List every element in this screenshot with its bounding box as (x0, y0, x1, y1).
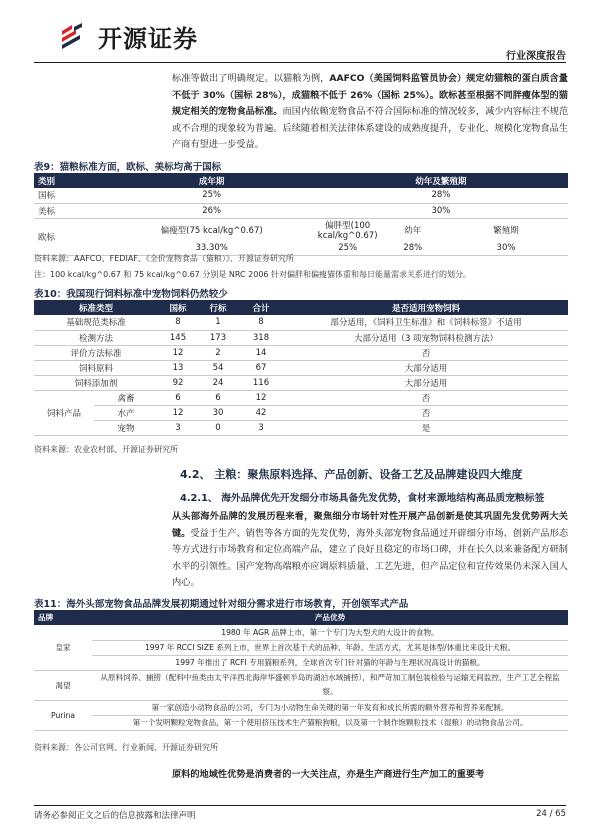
section-heading-4-2: 4.2、 主粮：聚焦原料选择、产品创新、设备工艺及品牌建设四大维度 (180, 468, 523, 481)
table-row (34, 715, 568, 730)
logo-mark-icon (60, 21, 92, 51)
table-row (34, 345, 568, 360)
table10-cell: 是 (284, 420, 568, 435)
closing-paragraph: 原料的地域性优势是消费者的一大关注点，亦是生产商进行生产加工的重要考 (172, 769, 485, 780)
table10-cell: 水产 (94, 405, 158, 420)
table-row (34, 420, 568, 435)
table11-cell: 1997 年 RCCI SIZE 系列上市，世界上首次基于犬的品种、年龄、生活方式，尤其是体型/体重比来设计犬粮。 (92, 640, 568, 655)
table11-cell: 1997 年推出了 RCFI 专用猫粮系列，全球首次专门针对猫的年龄与生理状况高设计的猫粮。 (92, 655, 568, 670)
table9-cell: 33.30% (110, 241, 314, 256)
table9-header-adult: 成年期 (110, 173, 314, 188)
table11-header-advantage: 产品优势 (92, 610, 568, 625)
table10-header-type: 标准类型 (34, 300, 158, 315)
table10-cell: 6 (198, 390, 238, 405)
table10-cell: 14 (238, 345, 284, 360)
table10-cell: 1 (198, 315, 238, 330)
table-row (34, 315, 568, 330)
section-heading-4-2-1: 4.2.1、 海外品牌优先开发细分市场具备先发优势，食材来源地结构高品质宠粮标签 (180, 493, 545, 504)
table10-header-row (34, 300, 568, 315)
table10-cell: 饲料产品 (34, 390, 94, 435)
table10-cell: 145 (158, 330, 198, 345)
section-paragraph-bold: 从头部海外品牌的发展历程来看，聚焦细分市场针对性开展产品创新是使其巩固先发优势两大关键。 (172, 511, 568, 539)
table10-header-applicable: 是否适用宠物饲料 (284, 300, 568, 315)
table10-cell: 116 (238, 375, 284, 390)
table10-header-total: 合计 (238, 300, 284, 315)
table10-cell: 3 (238, 420, 284, 435)
table10-cell: 67 (238, 360, 284, 375)
intro-text-c: 而国内依赖宠物食品不符合国际标准的情况较多，减少内容标注不规范或不合理的现象较为普遍。后续随着相关法律体系建设的成熟度提升，专业化、规模化宠物食品生产商有望进一步受益。 (172, 106, 569, 150)
table-row (34, 405, 568, 420)
footer-divider (34, 805, 566, 806)
table9-cell: 偏瘦型(75 kcal/kg^0.67) (160, 225, 263, 236)
table11-header-brand: 品牌 (34, 610, 92, 625)
table11-cell: 第一个发明颗粒宠物食品，第一个使用挤压技术生产猫粮狗粮，以及第一个制作饱颗粒技术（湿粮）的动物食品公司。 (92, 715, 568, 730)
table10-cell: 8 (158, 315, 198, 330)
table10-cell: 54 (198, 360, 238, 375)
table10-cell: 0 (198, 420, 238, 435)
table10-cell: 24 (198, 375, 238, 390)
table9-cell: 25% (110, 188, 314, 203)
table9-header-row (34, 173, 568, 188)
table10-cell: 基础规范类标准 (34, 315, 158, 330)
table10-cell: 30 (198, 405, 238, 420)
table10-cell: 2 (198, 345, 238, 360)
table11-title: 表11：海外头部宠物食品品牌发展初期通过针对细分需求进行市场教育，开创领军式产品 (34, 599, 409, 610)
table10-cell: 禽畜 (94, 390, 158, 405)
table9-cell: 偏胖型(100 kcal/kg^0.67) (317, 220, 378, 241)
intro-paragraph (172, 71, 568, 154)
table11-brand-cell: Purina (34, 700, 92, 730)
table10-header-hb: 行标 (198, 300, 238, 315)
table9-cell: 28% (382, 241, 445, 256)
table10-cell: 部分适用，《饲料卫生标准》和《饲料标签》不适用 (284, 315, 568, 330)
table-row (34, 700, 568, 715)
report-type-label: 行业深度报告 (506, 51, 566, 62)
table9-cell: 美标 (34, 203, 110, 218)
table9-cell: 30% (444, 241, 568, 256)
footer-disclaimer: 请务必参阅正文之后的信息披露和法律声明 (34, 811, 196, 821)
table10-cell: 173 (198, 330, 238, 345)
table10-cell: 饲料添加剂 (34, 375, 158, 390)
table11 (34, 610, 568, 731)
table-row (34, 203, 568, 218)
table-row (34, 360, 568, 375)
table10-cell: 饲料原料 (34, 360, 158, 375)
table11-brand-cell: 渴望 (34, 670, 92, 700)
table10-cell: 否 (284, 405, 568, 420)
table-row (34, 188, 568, 203)
table10-cell: 宠物 (94, 420, 158, 435)
table9-header-category: 类别 (34, 173, 110, 188)
table11-header-row (34, 610, 568, 625)
table10-header-gb: 国标 (158, 300, 198, 315)
company-logo (60, 20, 198, 52)
table10-title: 表10：我国现行饲料标准中宠物饲料仍然较少 (34, 289, 228, 300)
table9-source: 资料来源：AAFCO、FEDIAF、《全价宠物食品（猫粮）》、开源证券研究所 (34, 254, 294, 263)
table9 (34, 173, 568, 256)
table10-cell: 12 (158, 405, 198, 420)
table11-cell: 1980 年 AGR 品牌上市，第一个专门为大型犬的大设计的食物。 (92, 625, 568, 640)
table9-title: 表9：猫粮标准方面，欧标、美标均高于国标 (34, 162, 222, 173)
header-divider (34, 62, 566, 63)
table-row (34, 655, 568, 670)
table-row (34, 330, 568, 345)
table10-source: 资料来源：农业农村部、开源证券研究所 (34, 445, 178, 454)
section-paragraph (172, 509, 568, 592)
table9-cell: 国标 (34, 188, 110, 203)
table11-brand-cell: 皇家 (34, 625, 92, 670)
table10-cell: 42 (238, 405, 284, 420)
table9-header-young: 幼年及繁殖期 (314, 173, 568, 188)
table9-note: 注：100 kcal/kg^0.67 和 75 kcal/kg^0.67 分别是 NRC 2006 针对偏胖和偏瘦猫体重和每日能量需求关系进行的划分。 (34, 270, 472, 279)
intro-text-a: 标准等做出了明确规定。以猫粮为例， (172, 73, 330, 84)
table9-cell: 欧标 (34, 218, 110, 256)
table10-cell: 评价方法标准 (34, 345, 158, 360)
table-row (34, 670, 568, 700)
table10-cell: 大部分适用 (284, 360, 568, 375)
section-paragraph-rest: 受益于生产、销售等各方面的先发优势，海外头部宠物食品通过开辟细分市场、创新产品形态等方式进行市场教育和定位高端产品，建立了良好且稳定的市场口碑，并在长久以来兼备配方研制水平的引领性。国产宠物高端粮亦应调原料质量、工艺先进，但产品定位和宣传效果仍未深入国人内心。 (172, 527, 569, 588)
intro-text-bold: AAFCO（美国饲料监管员协会）规定幼猫粮的蛋白质含量不低于 30%（国标 28%），成猫粮不低于 26%（国标 25%）。欧标甚至根据不同胖瘦体型的猫规定相关的宠物食品标准。 (172, 73, 568, 117)
table9-cell: 26% (110, 203, 314, 218)
page-number: 24 / 65 (536, 809, 566, 819)
table10-cell: 13 (158, 360, 198, 375)
table10-cell: 大部分适用（3 项宠物饲料检测方法） (284, 330, 568, 345)
table10 (34, 300, 568, 436)
table10-cell: 大部分适用 (284, 375, 568, 390)
table-row (34, 625, 568, 640)
table9-cell: 25% (314, 241, 382, 256)
table-row (34, 218, 568, 241)
table-row (34, 375, 568, 390)
table9-cell: 28% (314, 188, 568, 203)
table10-cell: 8 (238, 315, 284, 330)
table9-cell: 30% (314, 203, 568, 218)
table-row (34, 640, 568, 655)
table10-cell: 6 (158, 390, 198, 405)
table9-cell: 幼年 (404, 225, 422, 236)
table9-cell: 繁殖期 (493, 225, 519, 236)
table10-cell: 92 (158, 375, 198, 390)
table10-cell: 318 (238, 330, 284, 345)
table-row (34, 390, 568, 405)
logo-text: 开源证券 (98, 24, 198, 53)
table10-cell: 否 (284, 345, 568, 360)
table11-cell: 从原料饲养、捕捞（配料中鱼类由太平洋西北海岸华盛顿半岛的湖泊水域捕捞），和严苛加工制包装检验与运输无间监控，生产工艺全程监察。 (92, 670, 568, 700)
table10-cell: 12 (238, 390, 284, 405)
table10-cell: 3 (158, 420, 198, 435)
table10-cell: 否 (284, 390, 568, 405)
table10-cell: 检测方法 (34, 330, 158, 345)
table11-cell: 第一家创造小动物食品的公司，专门为小动物生命关键的第一年发育和成长所需的额外营养和营养来配制。 (92, 700, 568, 715)
table11-source: 资料来源：各公司官网、行业新闻、开源证券研究所 (34, 743, 218, 752)
table10-cell: 12 (158, 345, 198, 360)
